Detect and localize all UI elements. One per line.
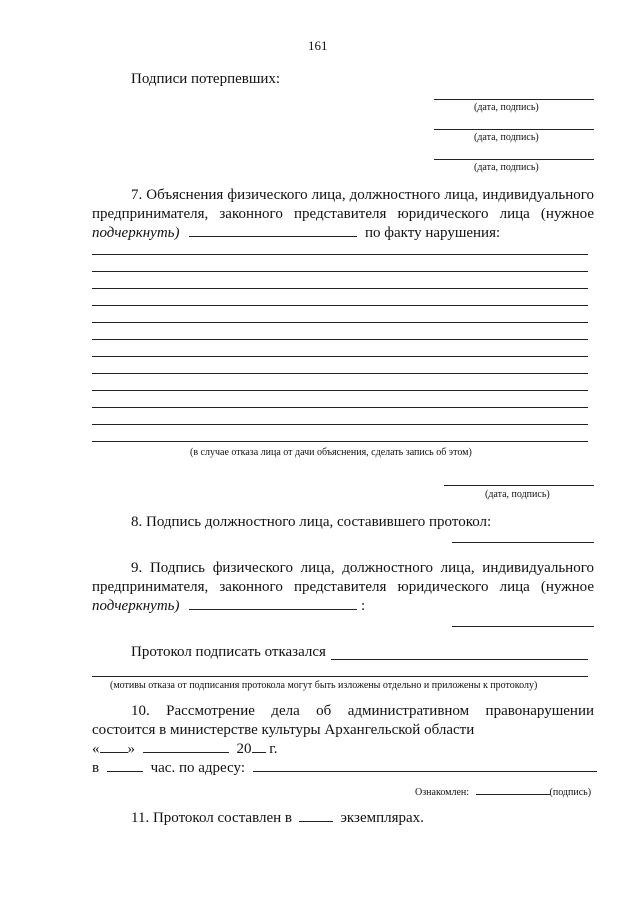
- section9-signature-line[interactable]: [452, 626, 594, 627]
- section9-who-field[interactable]: [189, 597, 357, 610]
- section11-line: [131, 809, 424, 827]
- section11-prefix: 11. Протокол составлен в: [131, 810, 292, 826]
- address-field[interactable]: [253, 759, 597, 772]
- year-prefix: 20: [236, 741, 252, 757]
- section7-underline-hint: подчеркнуть): [92, 225, 180, 241]
- page-number: 161: [308, 38, 328, 53]
- explanation-line[interactable]: [92, 390, 588, 391]
- section8-signature-line[interactable]: [452, 542, 594, 543]
- victim-signature-caption-1: (дата, подпись): [474, 102, 539, 113]
- year-suffix: г.: [269, 741, 278, 757]
- victim-signature-caption-3: (дата, подпись): [474, 162, 539, 173]
- section9-line3: [92, 597, 365, 615]
- acquainted-signature-field[interactable]: [476, 785, 550, 795]
- refused-text: Протокол подписать отказался: [131, 644, 326, 660]
- explanation-line[interactable]: [92, 441, 588, 442]
- section7-signature-caption: (дата, подпись): [485, 489, 550, 500]
- day-field[interactable]: [100, 740, 128, 753]
- year-field[interactable]: [252, 740, 266, 753]
- explanation-line[interactable]: [92, 322, 588, 323]
- victim-signature-line-3: [434, 159, 594, 160]
- date-close-quote: »: [127, 741, 135, 757]
- section7-line3: [92, 224, 500, 242]
- time-suffix: час. по адресу:: [150, 760, 245, 776]
- explanation-line[interactable]: [92, 305, 588, 306]
- section11-suffix: экземплярах.: [340, 810, 424, 826]
- date-open-quote: «: [92, 741, 100, 757]
- explanation-line[interactable]: [92, 356, 588, 357]
- acquainted-line: [415, 785, 591, 799]
- section9-underline-hint: подчеркнуть): [92, 598, 180, 614]
- victims-heading: Подписи потерпевших:: [131, 71, 281, 87]
- explanation-line[interactable]: [92, 339, 588, 340]
- explanation-line[interactable]: [92, 373, 588, 374]
- section10-date-line: [92, 740, 277, 758]
- section7-line2: предпринимателя, законного представителя юридического лица (нужное: [92, 206, 594, 222]
- section10-time-line: [92, 759, 597, 777]
- explanation-line[interactable]: [92, 288, 588, 289]
- section7-line1: 7. Объяснения физического лица, должностного лица, индивидуального: [131, 187, 594, 203]
- explanation-line[interactable]: [92, 424, 588, 425]
- month-field[interactable]: [143, 740, 229, 753]
- section8-text: 8. Подпись должностного лица, составившего протокол:: [131, 514, 492, 530]
- section7-who-field[interactable]: [189, 224, 357, 237]
- section7-signature-line[interactable]: [444, 485, 594, 486]
- hour-field[interactable]: [107, 759, 143, 772]
- copies-count-field[interactable]: [299, 809, 333, 822]
- section10-line1: 10. Рассмотрение дела об административном правонарушении: [131, 703, 594, 719]
- acquainted-sign-caption: (подпись): [549, 787, 592, 798]
- explanation-line[interactable]: [92, 407, 588, 408]
- refused-field[interactable]: [331, 659, 588, 660]
- section7-tail: по факту нарушения:: [364, 225, 501, 241]
- section9-line2: предпринимателя, законного представителя юридического лица (нужное: [92, 579, 594, 595]
- refused-note: (мотивы отказа от подписания протокола могут быть изложены отдельно и приложены к протоколу): [110, 680, 538, 691]
- explanation-line[interactable]: [92, 254, 588, 255]
- explanation-line[interactable]: [92, 271, 588, 272]
- refused-reason-line[interactable]: [92, 676, 588, 677]
- section10-line2: состоится в министерстве культуры Архангельской области: [92, 722, 475, 738]
- time-prefix: в: [92, 760, 100, 776]
- victim-signature-caption-2: (дата, подпись): [474, 132, 539, 143]
- section9-line1: 9. Подпись физического лица, должностного лица, индивидуального: [131, 560, 594, 576]
- acquainted-label: Ознакомлен:: [415, 787, 470, 798]
- refusal-note: (в случае отказа лица от дачи объяснения, сделать запись об этом): [190, 447, 472, 458]
- victim-signature-line-2: [434, 129, 594, 130]
- victim-signature-line-1: [434, 99, 594, 100]
- section9-tail: :: [360, 598, 366, 614]
